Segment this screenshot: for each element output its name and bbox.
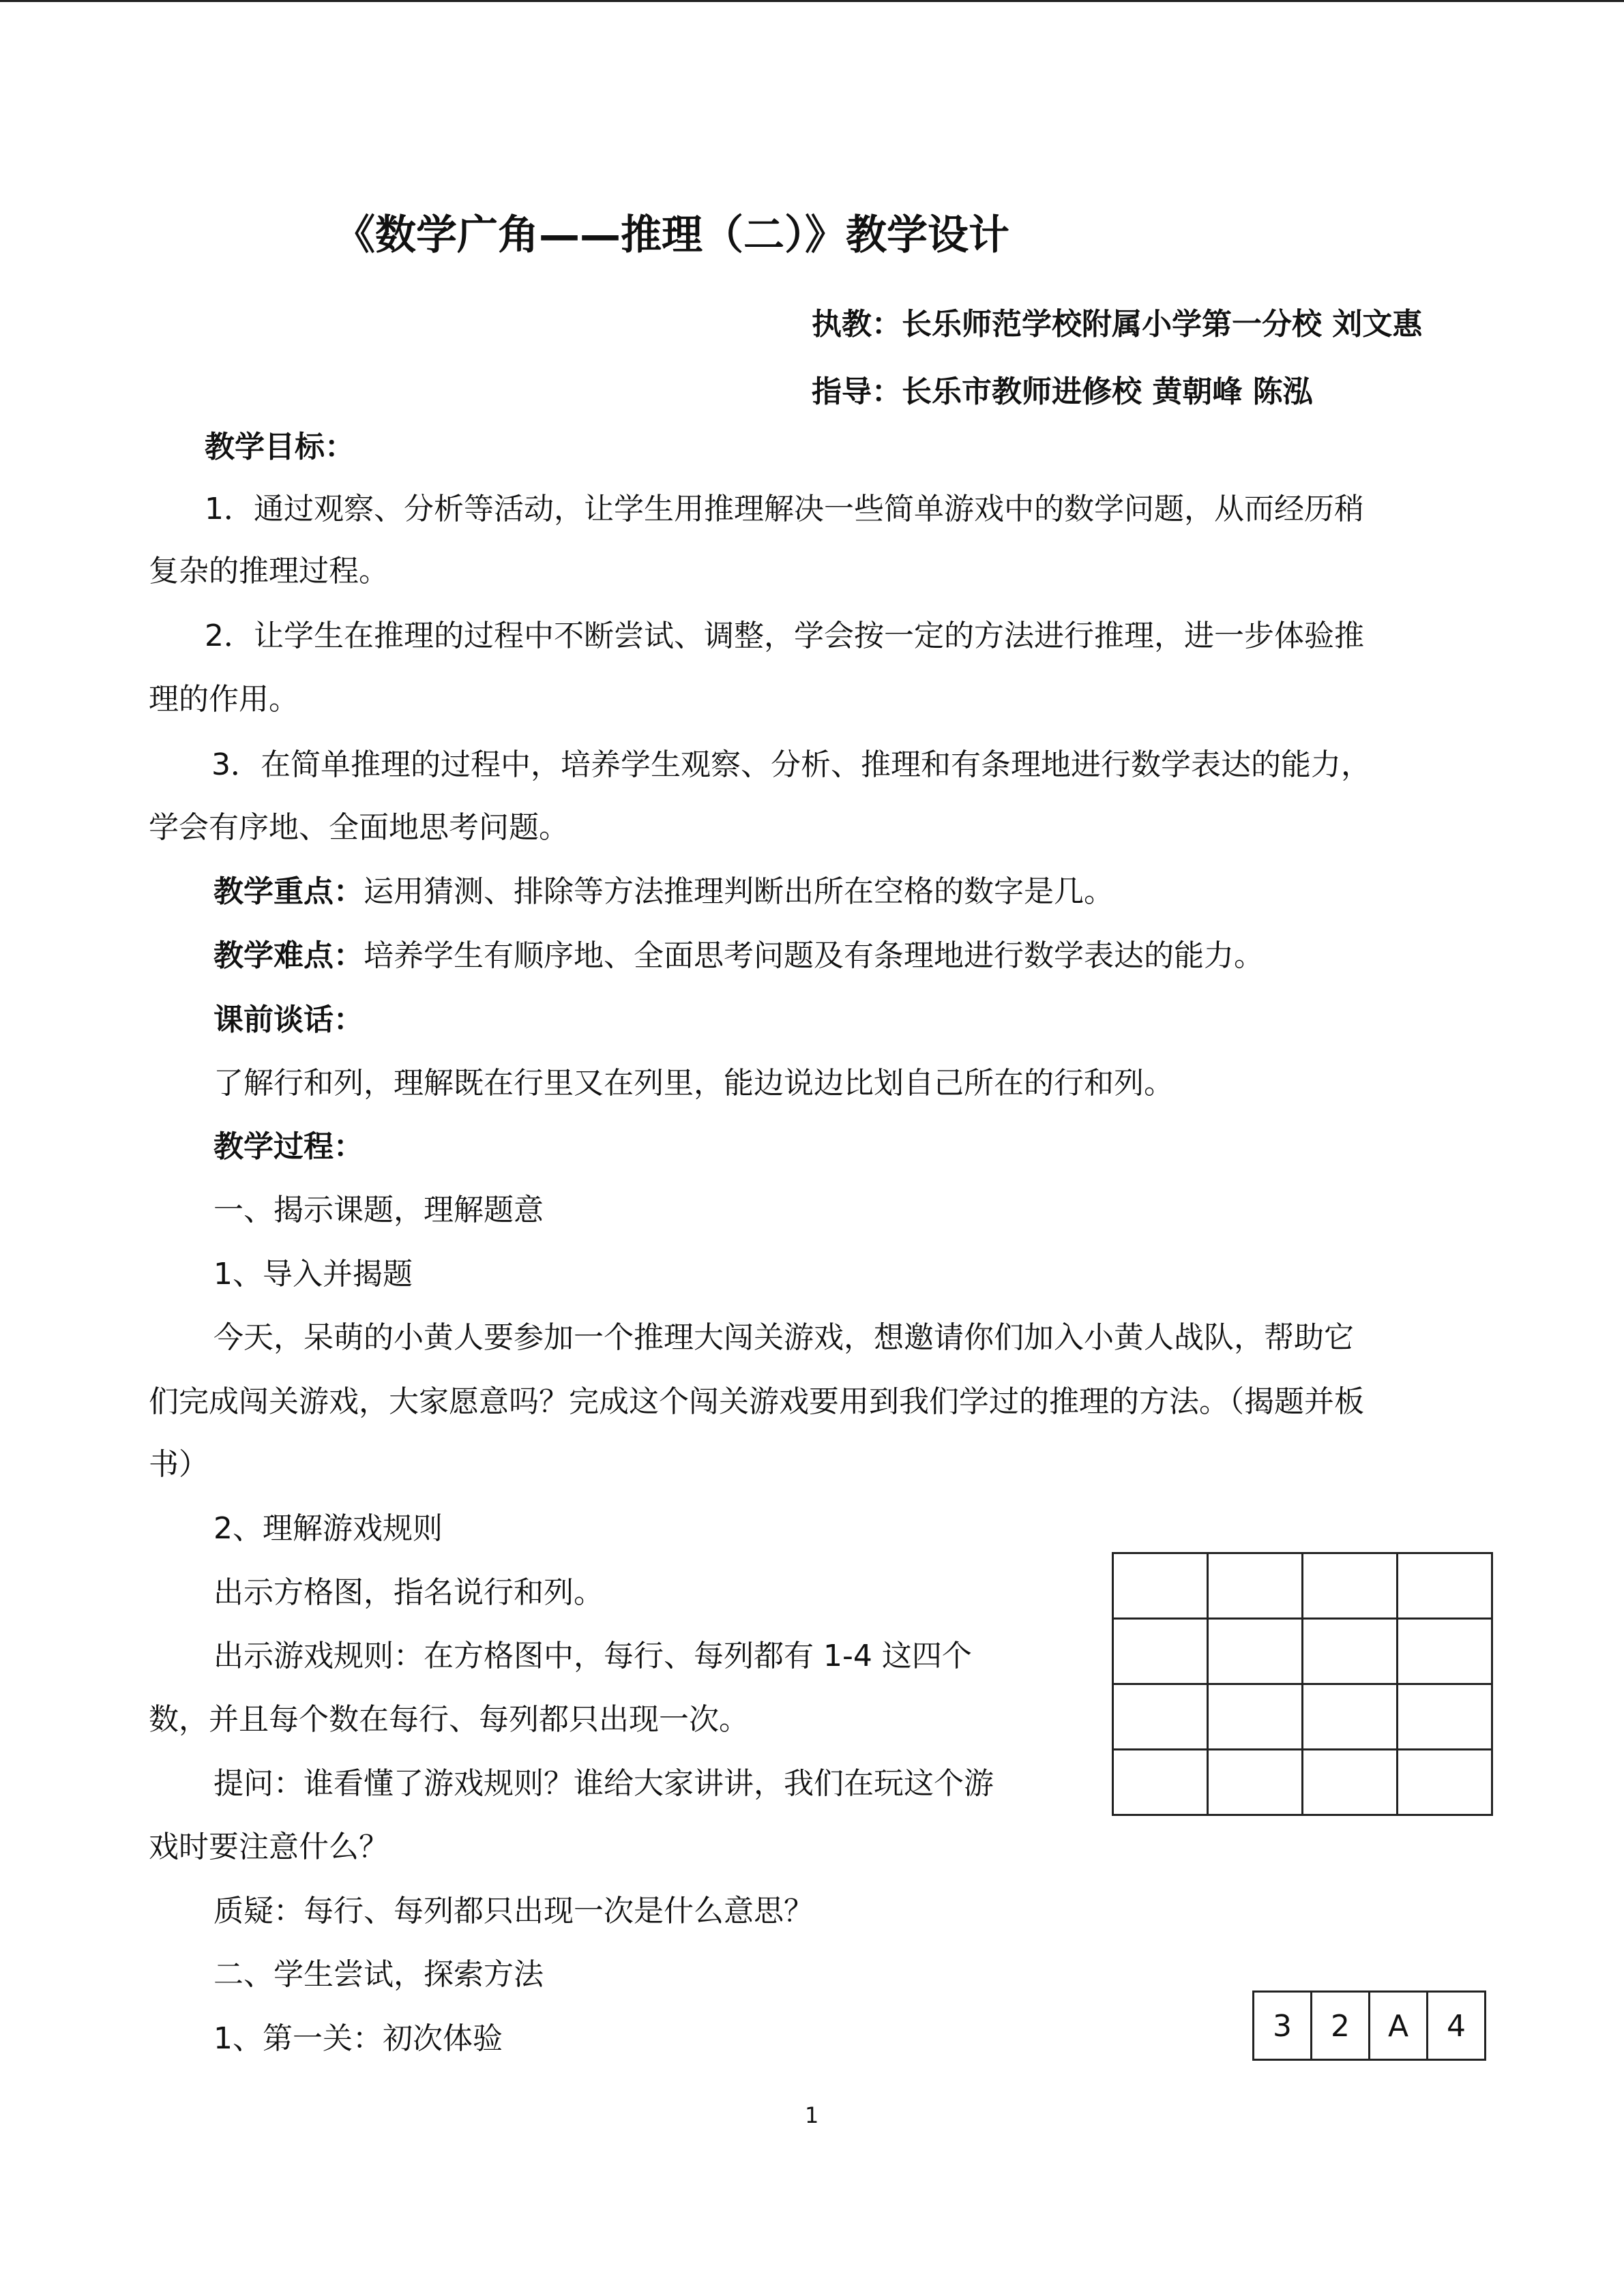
grid-cell <box>1114 1620 1209 1685</box>
grid-cell <box>1398 1620 1493 1685</box>
grid-cell <box>1398 1750 1493 1816</box>
key-point <box>213 871 1114 912</box>
key-point-label: 教学重点： <box>213 874 364 909</box>
grid-cell <box>1114 1750 1209 1816</box>
row-cell-2: 2 <box>1312 1993 1370 2061</box>
grid-cell <box>1209 1750 1303 1816</box>
difficulty-label: 教学难点： <box>213 938 364 973</box>
grid-cell <box>1398 1554 1493 1620</box>
subsection-2-heading: 2、理解游戏规则 <box>213 1511 443 1546</box>
grid-cell <box>1114 1685 1209 1750</box>
objective-1-line-2: 复杂的推理过程。 <box>149 554 389 588</box>
row-cell-3: A <box>1370 1993 1428 2061</box>
grid-cell <box>1114 1554 1209 1620</box>
row-cell-4: 4 <box>1428 1993 1486 2061</box>
intro-paragraph-line-2: 们完成闯关游戏，大家愿意吗？完成这个闯关游戏要用到我们学过的推理的方法。（揭题并板 <box>149 1384 1364 1419</box>
process-heading: 教学过程： <box>213 1129 364 1164</box>
row-cell-1: 3 <box>1254 1993 1312 2061</box>
rules-line-2: 数，并且每个数在每行、每列都只出现一次。 <box>149 1702 749 1737</box>
grid-cell <box>1303 1620 1398 1685</box>
grid-cell <box>1398 1685 1493 1750</box>
pre-talk-text: 了解行和列，理解既在行里又在列里，能边说边比划自己所在的行和列。 <box>213 1066 1174 1101</box>
author-line: 执教：长乐师范学校附属小学第一分校 刘文惠 <box>812 307 1423 342</box>
document-title: 《数学广角——推理（二）》教学设计 <box>334 211 1009 259</box>
grid-cell <box>1303 1685 1398 1750</box>
question-line-2: 戏时要注意什么？ <box>149 1830 389 1864</box>
subsection-1-heading: 1、导入并揭题 <box>213 1257 413 1292</box>
objective-3-line-2: 学会有序地、全面地思考问题。 <box>149 810 569 845</box>
intro-paragraph-line-3: 书） <box>149 1447 209 1482</box>
pre-talk-heading: 课前谈话： <box>213 1002 364 1037</box>
level-1-heading: 1、第一关：初次体验 <box>213 2021 503 2056</box>
rules-line-1: 出示游戏规则：在方格图中，每行、每列都有 1-4 这四个 <box>213 1639 972 1673</box>
grid-cell <box>1209 1554 1303 1620</box>
objective-3-line-1: 3．在简单推理的过程中，培养学生观察、分析、推理和有条理地进行数学表达的能力， <box>211 747 1371 782</box>
objective-2-line-2: 理的作用。 <box>149 682 299 717</box>
difficulty-text: 培养学生有顺序地、全面思考问题及有条理地进行数学表达的能力。 <box>364 938 1264 973</box>
grid-cell <box>1209 1620 1303 1685</box>
difficulty <box>213 936 1264 976</box>
page-number: 1 <box>805 2102 819 2128</box>
intro-paragraph-line-1: 今天，呆萌的小黄人要参加一个推理大闯关游戏，想邀请你们加入小黄人战队，帮助它 <box>213 1320 1354 1355</box>
objectives-heading: 教学目标： <box>205 430 355 464</box>
advisor-line: 指导：长乐市教师进修校 黄朝峰 陈泓 <box>812 374 1313 409</box>
grid-cell <box>1209 1685 1303 1750</box>
doubt-text: 质疑：每行、每列都只出现一次是什么意思？ <box>213 1894 814 1928</box>
section-1-heading: 一、揭示课题，理解题意 <box>213 1193 544 1227</box>
objective-2-line-1: 2．让学生在推理的过程中不断尝试、调整，学会按一定的方法进行推理，进一步体验推 <box>205 618 1364 653</box>
question-line-1: 提问：谁看懂了游戏规则？谁给大家讲讲，我们在玩这个游 <box>213 1766 994 1801</box>
grid-cell <box>1303 1750 1398 1816</box>
grid-cell <box>1303 1554 1398 1620</box>
section-2-heading: 二、学生尝试，探索方法 <box>213 1957 544 1992</box>
show-grid-text: 出示方格图，指名说行和列。 <box>213 1575 604 1610</box>
objective-1-line-1: 1．通过观察、分析等活动，让学生用推理解决一些简单游戏中的数学问题，从而经历稍 <box>205 492 1364 526</box>
example-row-table <box>1252 1991 1486 2061</box>
key-point-text: 运用猜测、排除等方法推理判断出所在空格的数字是几。 <box>364 874 1114 909</box>
top-border-line <box>0 0 1624 2</box>
empty-4x4-grid <box>1112 1552 1493 1816</box>
